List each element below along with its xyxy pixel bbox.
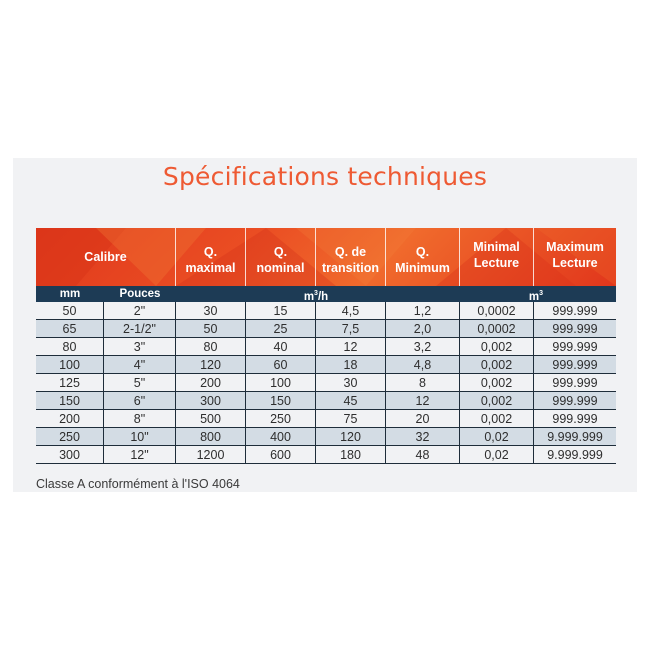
cell-pouces: 12" [104, 446, 176, 464]
header-maximum-lecture: Maximum Lecture [546, 240, 604, 270]
cell-minimal-lecture: 0,02 [460, 428, 534, 446]
cell-minimal-lecture: 0,02 [460, 446, 534, 464]
table-row [36, 302, 616, 320]
cell-maximum-lecture: 999.999 [552, 358, 598, 372]
row-divider [36, 463, 616, 464]
cell-q-maximal: 50 [176, 320, 246, 338]
cell-minimal-lecture: 0,002 [460, 356, 534, 374]
header-q-minimum: Q. Minimum [386, 228, 460, 286]
subheader-pouces: Pouces [119, 288, 161, 300]
cell-q-nominal: 400 [246, 428, 316, 446]
cell-q-maximal: 1200 [176, 446, 246, 464]
cell-q-maximal: 300 [176, 392, 246, 410]
cell-maximum-lecture: 999.999 [552, 304, 598, 318]
cell-q-maximal: 200 [176, 374, 246, 392]
cell-q-nominal: 25 [246, 320, 316, 338]
cell-mm: 250 [36, 428, 104, 446]
cell-mm: 300 [36, 446, 104, 464]
header-q-transition: Q. de transition [316, 228, 386, 286]
cell-q-minimum: 3,2 [386, 338, 460, 356]
cell-pouces: 4" [104, 356, 176, 374]
table-row [36, 356, 616, 374]
header-minimal-lecture: Minimal Lecture [460, 228, 534, 286]
cell-q-minimum: 20 [386, 410, 460, 428]
cell-pouces: 10" [104, 428, 176, 446]
header-q-maximal: Q. maximal [176, 228, 246, 286]
table-row [36, 428, 616, 446]
cell-minimal-lecture: 0,0002 [460, 320, 534, 338]
cell-q-transition: 18 [316, 356, 386, 374]
header-calibre: Calibre [36, 228, 176, 286]
table-row [36, 392, 616, 410]
cell-q-minimum: 48 [386, 446, 460, 464]
cell-pouces: 2-1/2" [104, 320, 176, 338]
cell-pouces: 2" [104, 302, 176, 320]
cell-q-nominal: 60 [246, 356, 316, 374]
table-row [36, 410, 616, 428]
cell-maximum-lecture: 999.999 [552, 340, 598, 354]
cell-pouces: 8" [104, 410, 176, 428]
cell-q-transition: 75 [316, 410, 386, 428]
table-row [36, 374, 616, 392]
cell-q-transition: 45 [316, 392, 386, 410]
cell-q-maximal: 80 [176, 338, 246, 356]
cell-maximum-lecture: 999.999 [552, 394, 598, 408]
table-subheader [36, 286, 616, 302]
table-header [36, 228, 616, 286]
cell-q-minimum: 1,2 [386, 302, 460, 320]
cell-maximum-lecture: 9.999.999 [547, 430, 603, 444]
cell-q-transition: 12 [316, 338, 386, 356]
cell-mm: 100 [36, 356, 104, 374]
cell-pouces: 3" [104, 338, 176, 356]
cell-q-minimum: 32 [386, 428, 460, 446]
cell-q-minimum: 12 [386, 392, 460, 410]
subheader-mm: mm [59, 288, 81, 300]
subheader-reading-unit: $m^3$ [528, 290, 544, 303]
cell-minimal-lecture: 0,002 [460, 338, 534, 356]
cell-maximum-lecture: 999.999 [552, 376, 598, 390]
header-q-nominal: Q. nominal [246, 228, 316, 286]
cell-minimal-lecture: 0,002 [460, 410, 534, 428]
cell-minimal-lecture: 0,002 [460, 392, 534, 410]
cell-pouces: 5" [104, 374, 176, 392]
cell-pouces: 6" [104, 392, 176, 410]
cell-q-nominal: 250 [246, 410, 316, 428]
cell-q-transition: 4,5 [316, 302, 386, 320]
cell-q-nominal: 100 [246, 374, 316, 392]
cell-q-nominal: 600 [246, 446, 316, 464]
cell-q-maximal: 500 [176, 410, 246, 428]
cell-maximum-lecture: 9.999.999 [547, 448, 603, 462]
cell-q-minimum: 8 [386, 374, 460, 392]
cell-minimal-lecture: 0,002 [460, 374, 534, 392]
cell-mm: 80 [36, 338, 104, 356]
cell-q-transition: 180 [316, 446, 386, 464]
cell-mm: 200 [36, 410, 104, 428]
cell-q-maximal: 30 [176, 302, 246, 320]
cell-q-maximal: 120 [176, 356, 246, 374]
cell-mm: 65 [36, 320, 104, 338]
footnote: Classe A conformément à l'ISO 4064 [36, 477, 240, 491]
cell-mm: 125 [36, 374, 104, 392]
table-row [36, 446, 616, 464]
cell-mm: 150 [36, 392, 104, 410]
cell-minimal-lecture: 0,0002 [460, 302, 534, 320]
cell-q-transition: 30 [316, 374, 386, 392]
cell-maximum-lecture: 999.999 [552, 412, 598, 426]
cell-q-transition: 7,5 [316, 320, 386, 338]
cell-q-nominal: 40 [246, 338, 316, 356]
cell-q-nominal: 150 [246, 392, 316, 410]
table-row [36, 320, 616, 338]
cell-maximum-lecture: 999.999 [552, 322, 598, 336]
table-row [36, 338, 616, 356]
cell-q-nominal: 15 [246, 302, 316, 320]
cell-q-minimum: 4,8 [386, 356, 460, 374]
cell-q-maximal: 800 [176, 428, 246, 446]
cell-q-transition: 120 [316, 428, 386, 446]
cell-mm: 50 [36, 302, 104, 320]
cell-q-minimum: 2,0 [386, 320, 460, 338]
page-title: Spécifications techniques [162, 162, 488, 191]
subheader-flow-unit: $m^3/h$ [303, 290, 329, 303]
